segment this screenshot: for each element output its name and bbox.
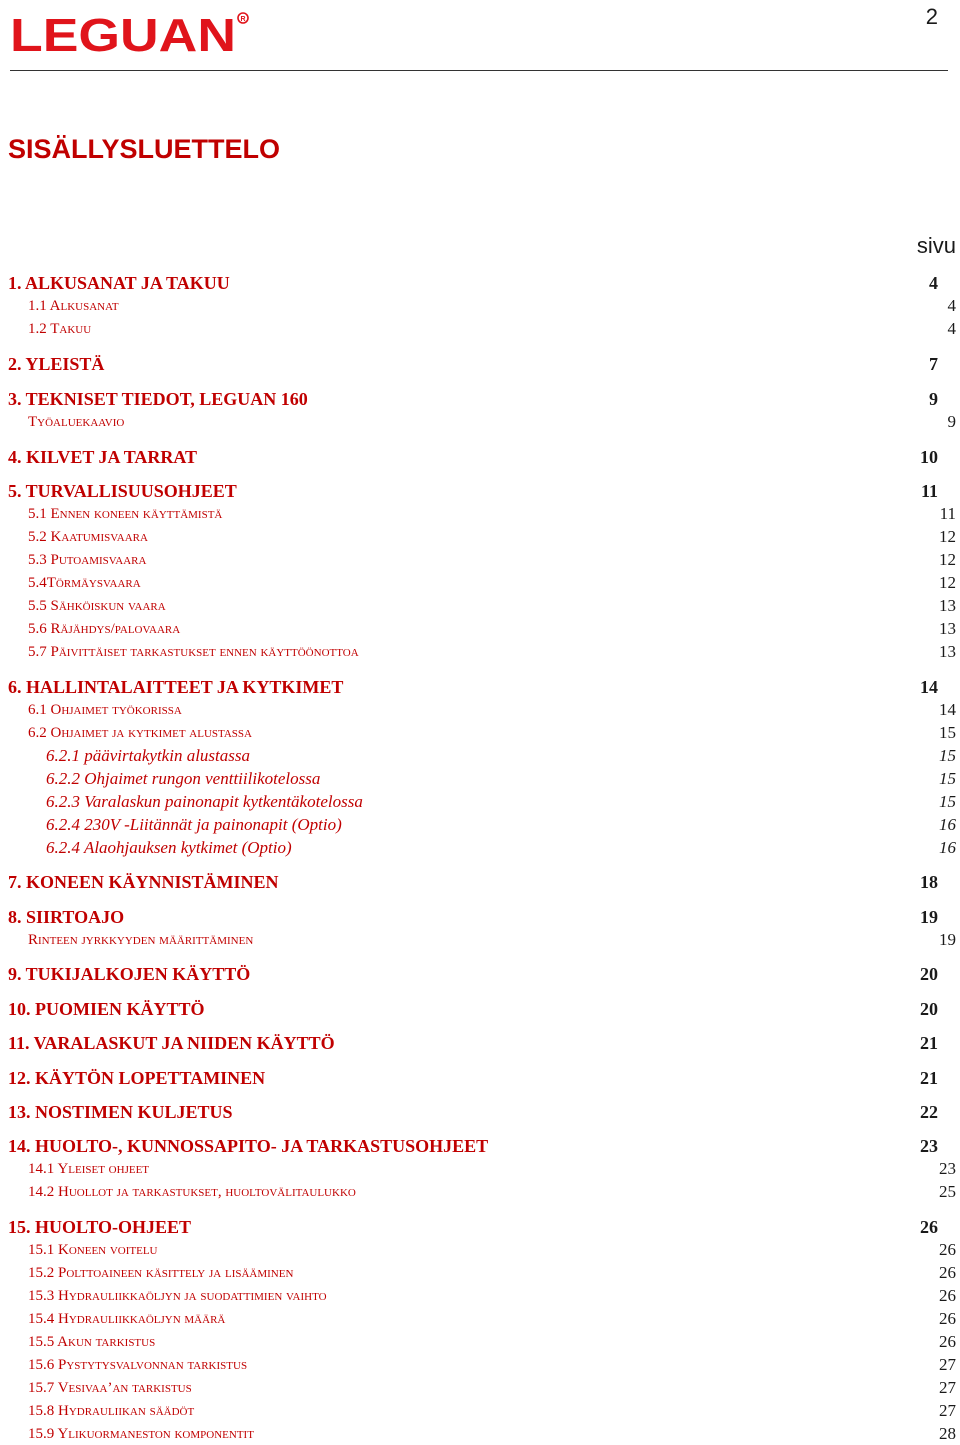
toc-entry-page: 20 xyxy=(920,964,938,984)
toc-entry-page: 4 xyxy=(929,273,938,293)
toc-entry-page: 19 xyxy=(939,930,956,949)
toc-entry-label: 6.2.1 päävirtakytkin alustassa xyxy=(46,746,250,765)
toc-entry-label: 4. KILVET JA TARRAT xyxy=(8,447,198,467)
toc-entry-label: 2. YLEISTÄ xyxy=(8,354,105,374)
toc-entry-label: 15.8 Hydrauliikan säädöt xyxy=(28,1403,195,1419)
toc-entry-page: 7 xyxy=(929,354,938,374)
toc-entry-label: 15.1 Koneen voitelu xyxy=(28,1242,158,1258)
toc-entry[interactable] xyxy=(0,388,960,410)
toc-entry-label: 5.3 Putoamisvaara xyxy=(28,552,147,568)
toc-entry-label: 15.2 Polttoaineen käsittely ja lisääminen xyxy=(28,1265,294,1281)
toc-entry[interactable] xyxy=(0,595,960,617)
toc-entry-page: 12 xyxy=(939,527,956,546)
toc-entry-page: 15 xyxy=(939,723,956,742)
toc-entry-page: 26 xyxy=(939,1263,956,1282)
toc-entry[interactable] xyxy=(0,1331,960,1353)
toc-entry[interactable] xyxy=(0,1216,960,1238)
toc-entry-label: 5. TURVALLISUUSOHJEET xyxy=(8,481,237,501)
toc-entry[interactable] xyxy=(0,1101,960,1123)
toc-entry[interactable] xyxy=(0,411,960,433)
toc-entry-label: 15.5 Akun tarkistus xyxy=(28,1334,156,1350)
toc-entry[interactable] xyxy=(0,676,960,698)
toc-entry-label: 15.6 Pystytysvalvonnan tarkistus xyxy=(28,1357,248,1373)
toc-entry[interactable] xyxy=(0,722,960,744)
toc-entry[interactable] xyxy=(0,295,960,317)
toc-entry-page: 14 xyxy=(920,677,938,697)
toc-entry[interactable] xyxy=(0,272,960,294)
toc-entry[interactable] xyxy=(0,618,960,640)
toc-entry-label: 15.7 Vesivaa’an tarkistus xyxy=(28,1380,192,1396)
toc-entry[interactable] xyxy=(0,1400,960,1422)
page-column-label: sivu xyxy=(916,233,956,258)
toc-entry[interactable] xyxy=(0,526,960,548)
toc-entry-label: 9. TUKIJALKOJEN KÄYTTÖ xyxy=(8,964,251,984)
toc-entry-label: 8. SIIRTOAJO xyxy=(8,907,125,927)
toc-entry-page: 23 xyxy=(920,1136,938,1156)
toc-entry-page: 4 xyxy=(947,296,956,315)
toc-entry-page: 23 xyxy=(939,1159,956,1178)
toc-entry[interactable] xyxy=(0,699,960,721)
toc-entry-page: 12 xyxy=(939,550,956,569)
toc-entry-page: 19 xyxy=(920,907,938,927)
toc-entry-label: Työaluekaavio xyxy=(28,414,125,430)
toc-entry-page: 28 xyxy=(939,1424,956,1443)
toc-entry[interactable] xyxy=(0,503,960,525)
toc-entry-page: 26 xyxy=(939,1332,956,1351)
toc-entry-page: 18 xyxy=(920,872,938,892)
toc-entry-page: 13 xyxy=(939,619,956,638)
toc-entry-page: 27 xyxy=(939,1355,956,1374)
toc-entry-label: 14. HUOLTO-, KUNNOSSAPITO- JA TARKASTUSOHJEET xyxy=(8,1136,489,1156)
page-number: 2 xyxy=(925,4,938,29)
toc-entry[interactable] xyxy=(0,1285,960,1307)
toc-entry-label: 6. HALLINTALAITTEET JA KYTKIMET xyxy=(8,677,344,697)
logo-text: LEGUAN xyxy=(10,10,236,58)
toc-entry-label: 1.1 Alkusanat xyxy=(28,298,119,314)
toc-entry-page: 15 xyxy=(939,769,956,788)
toc-entry-page: 25 xyxy=(939,1182,956,1201)
toc-entry-page: 21 xyxy=(920,1068,938,1088)
toc-entry-label: 15.3 Hydrauliikkaöljyn ja suodattimien vaihto xyxy=(28,1288,327,1304)
toc-entry[interactable] xyxy=(0,929,960,951)
toc-entry-label: 15.4 Hydrauliikkaöljyn määrä xyxy=(28,1311,226,1327)
toc-entry-page: 26 xyxy=(939,1240,956,1259)
toc-entry-page: 9 xyxy=(947,412,956,431)
toc-entry-page: 11 xyxy=(939,504,956,523)
toc-entry-label: 5.7 Päivittäiset tarkastukset ennen käyttöönottoa xyxy=(28,644,359,660)
toc-entry[interactable] xyxy=(0,1158,960,1180)
toc-entry-page: 10 xyxy=(920,447,938,467)
toc-entry-page: 26 xyxy=(939,1286,956,1305)
toc-entry[interactable] xyxy=(0,480,960,502)
toc-entry[interactable] xyxy=(0,1354,960,1376)
toc-entry[interactable] xyxy=(0,446,960,468)
toc-entry-label: 5.4Törmäysvaara xyxy=(28,575,141,591)
toc-entry[interactable] xyxy=(0,814,960,836)
toc-entry-label: 11. VARALASKUT JA NIIDEN KÄYTTÖ xyxy=(8,1033,335,1053)
toc-entry[interactable] xyxy=(0,318,960,340)
toc-entry[interactable] xyxy=(0,1377,960,1399)
toc-entry[interactable] xyxy=(0,1135,960,1157)
document-title: SISÄLLYSLUETTELO xyxy=(8,134,281,164)
toc-entry-page: 15 xyxy=(939,792,956,811)
toc-entry-label: 6.2.3 Varalaskun painonapit kytkentäkotelossa xyxy=(46,792,363,811)
toc-entry[interactable] xyxy=(0,871,960,893)
toc-entry[interactable] xyxy=(0,1032,960,1054)
toc-entry-page: 12 xyxy=(939,573,956,592)
toc-entry-label: 15. HUOLTO-OHJEET xyxy=(8,1217,192,1237)
header-rule xyxy=(10,70,948,71)
toc-entry-page: 16 xyxy=(939,838,956,857)
toc-entry-label: 6.1 Ohjaimet työkorissa xyxy=(28,702,182,718)
toc-entry-page: 27 xyxy=(939,1401,956,1420)
toc-entry-label: 13. NOSTIMEN KULJETUS xyxy=(8,1102,233,1122)
toc-entry-label: 15.9 Ylikuormaneston komponentit xyxy=(28,1426,254,1442)
toc-entry-page: 26 xyxy=(939,1309,956,1328)
toc-entry[interactable] xyxy=(0,1239,960,1261)
toc-entry[interactable] xyxy=(0,1308,960,1330)
toc-entry-label: 6.2 Ohjaimet ja kytkimet alustassa xyxy=(28,725,252,741)
toc-entry-page: 9 xyxy=(929,389,938,409)
toc-entry-page: 16 xyxy=(939,815,956,834)
toc-entry[interactable] xyxy=(0,963,960,985)
toc-entry[interactable] xyxy=(0,768,960,790)
toc-entry[interactable] xyxy=(0,1181,960,1203)
toc-entry-label: 6.2.4 Alaohjauksen kytkimet (Optio) xyxy=(46,838,292,857)
toc-entry-label: 5.1 Ennen koneen käyttämistä xyxy=(28,506,223,522)
toc-entry-label: 5.6 Räjähdys/palovaara xyxy=(28,621,181,637)
toc-entry[interactable] xyxy=(0,353,960,375)
table-of-contents xyxy=(0,272,960,1442)
toc-entry-page: 26 xyxy=(920,1217,938,1237)
toc-entry-page: 13 xyxy=(939,596,956,615)
toc-entry-page: 21 xyxy=(920,1033,938,1053)
toc-entry[interactable] xyxy=(0,1262,960,1284)
leguan-logo xyxy=(10,10,250,58)
toc-entry-label: 12. KÄYTÖN LOPETTAMINEN xyxy=(8,1068,266,1088)
toc-entry-label: 14.2 Huollot ja tarkastukset, huoltovälitaulukko xyxy=(28,1184,356,1200)
toc-entry-page: 11 xyxy=(920,481,938,501)
toc-entry[interactable] xyxy=(0,998,960,1020)
toc-entry-label: 5.5 Sähköiskun vaara xyxy=(28,598,166,614)
toc-entry-page: 13 xyxy=(939,642,956,661)
toc-entry-page: 22 xyxy=(920,1102,938,1122)
toc-entry[interactable] xyxy=(0,641,960,663)
toc-entry[interactable] xyxy=(0,745,960,767)
toc-entry[interactable] xyxy=(0,837,960,859)
toc-entry-page: 27 xyxy=(939,1378,956,1397)
toc-entry[interactable] xyxy=(0,906,960,928)
toc-entry-label: 14.1 Yleiset ohjeet xyxy=(28,1161,150,1177)
toc-entry-label: 6.2.2 Ohjaimet rungon venttiilikotelossa xyxy=(46,769,321,788)
toc-entry-label: 6.2.4 230V -Liitännät ja painonapit (Optio) xyxy=(46,815,342,834)
svg-text:R: R xyxy=(240,16,246,23)
toc-entry-page: 15 xyxy=(939,746,956,765)
toc-entry[interactable] xyxy=(0,1067,960,1089)
toc-entry-page: 14 xyxy=(939,700,956,719)
toc-entry[interactable] xyxy=(0,791,960,813)
toc-entry-label: Rinteen jyrkkyyden määrittäminen xyxy=(28,932,254,948)
toc-entry-label: 7. KONEEN KÄYNNISTÄMINEN xyxy=(8,872,279,892)
toc-entry-label: 5.2 Kaatumisvaara xyxy=(28,529,148,545)
toc-entry[interactable] xyxy=(0,572,960,594)
toc-entry[interactable] xyxy=(0,549,960,571)
toc-entry-label: 1.2 Takuu xyxy=(28,321,92,337)
toc-entry-label: 1. ALKUSANAT JA TAKUU xyxy=(8,273,230,293)
toc-entry-label: 3. TEKNISET TIEDOT, LEGUAN 160 xyxy=(8,389,308,409)
toc-entry-label: 10. PUOMIEN KÄYTTÖ xyxy=(8,999,205,1019)
toc-entry-page: 20 xyxy=(920,999,938,1019)
toc-entry-page: 4 xyxy=(947,319,956,338)
